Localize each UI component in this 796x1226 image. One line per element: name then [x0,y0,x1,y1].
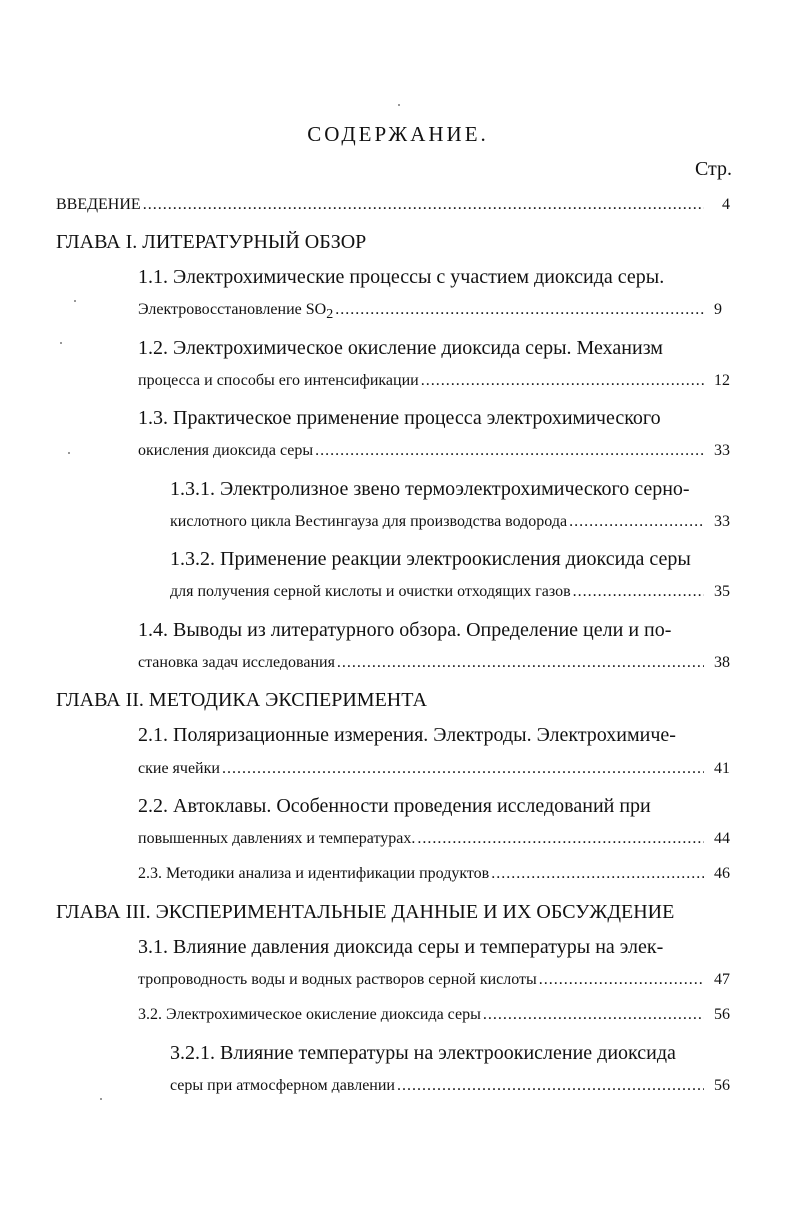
toc-entry-text: серы при атмосферном давлении [170,1077,395,1094]
page-title: СОДЕРЖАНИЕ. [307,122,489,146]
page-number: 9 [714,301,722,318]
toc-entry-1-3-1[interactable] [170,513,730,531]
toc-entry-2-1[interactable] [138,760,730,778]
page-number: 4 [722,196,730,213]
leader-dots [337,654,704,672]
leader-dots [222,760,704,778]
toc-entry-2-1-line1[interactable]: 2.1. Поляризационные измерения. Электроды. Электрохимиче- [138,724,676,746]
page-number: 33 [714,513,730,530]
page-number: 56 [714,1077,730,1094]
page-number: 33 [714,442,730,459]
toc-entry-1-1-line1[interactable]: 1.1. Электрохимические процессы с участием диоксида серы. [138,266,665,288]
page-number: 56 [714,1006,730,1023]
toc-entry-text [138,301,334,322]
chapter-heading-3[interactable]: ГЛАВА III. ЭКСПЕРИМЕНТАЛЬНЫЕ ДАННЫЕ И ИХ ОБСУЖДЕНИЕ [56,901,675,923]
toc-entry-text: кислотного цикла Вестингауза для производства водорода [170,513,568,530]
leader-dots [491,865,704,883]
leader-dots [417,830,704,848]
toc-entry-1-2[interactable] [138,372,730,390]
toc-entry-text: процесса и способы его интенсификации [138,372,419,389]
toc-entry-text-main: Электровосстановление SO [138,301,327,318]
toc-entry-text: 3.2. Электрохимическое окисление диоксида серы [138,1006,481,1023]
leader-dots [335,301,706,319]
toc-entry-text: для получения серной кислоты и очистки отходящих газов [170,583,571,600]
scan-speck [68,452,70,454]
leader-dots [539,971,704,989]
toc-entry-text: 2.3. Методики анализа и идентификации продуктов [138,865,490,882]
page-column-label: Стр. [694,158,732,180]
toc-entry-3-2[interactable] [138,1006,730,1024]
toc-entry-text: становка задач исследования [138,654,335,671]
toc-entry-text: ские ячейки [138,760,220,777]
toc-entry-1-4[interactable] [138,654,730,672]
scan-speck [60,342,62,344]
leader-dots [143,196,704,214]
toc-entry-text: повышенных давлениях и температурах. [138,830,416,847]
page-number: 44 [714,830,730,847]
toc-entry-1-3-1-line1[interactable]: 1.3.1. Электролизное звено термоэлектрохимического серно- [170,478,690,500]
page-number: 47 [714,971,730,988]
toc-entry-1-3[interactable] [138,442,730,460]
page-number: 46 [714,865,730,882]
toc-entry-1-3-2-line1[interactable]: 1.3.2. Применение реакции электроокисления диоксида серы [170,548,691,570]
toc-entry-2-3[interactable] [138,865,730,883]
subscript: 2 [326,307,334,322]
leader-dots [315,442,704,460]
toc-entry-intro[interactable] [56,196,730,214]
toc-entry-2-2[interactable] [138,830,730,848]
page-number: 35 [714,583,730,600]
scan-speck [100,1098,102,1100]
toc-entry-1-3-line1[interactable]: 1.3. Практическое применение процесса электрохимического [138,407,661,429]
leader-dots [483,1006,704,1024]
toc-entry-text: окисления диоксида серы [138,442,314,459]
page-number: 12 [714,372,730,389]
toc-entry-1-4-line1[interactable]: 1.4. Выводы из литературного обзора. Определение цели и по- [138,619,672,641]
toc-entry-3-1-line1[interactable]: 3.1. Влияние давления диоксида серы и температуры на элек- [138,936,664,958]
leader-dots [421,372,704,390]
page-number: 38 [714,654,730,671]
toc-entry-text: ВВЕДЕНИЕ [56,196,141,213]
toc-entry-1-3-2[interactable] [170,583,730,601]
chapter-heading-2[interactable]: ГЛАВА II. МЕТОДИКА ЭКСПЕРИМЕНТА [56,689,427,711]
toc-entry-1-1[interactable] [138,301,722,322]
toc-entry-text: тропроводность воды и водных растворов серной кислоты [138,971,537,988]
leader-dots [397,1077,704,1095]
leader-dots [569,513,704,531]
chapter-heading-1[interactable]: ГЛАВА I. ЛИТЕРАТУРНЫЙ ОБЗОР [56,231,367,253]
page-number: 41 [714,760,730,777]
scan-speck [398,104,400,106]
toc-entry-1-2-line1[interactable]: 1.2. Электрохимическое окисление диоксида серы. Механизм [138,337,663,359]
toc-entry-3-2-1-line1[interactable]: 3.2.1. Влияние температуры на электроокисление диоксида [170,1042,676,1064]
toc-entry-2-2-line1[interactable]: 2.2. Автоклавы. Особенности проведения исследований при [138,795,651,817]
toc-entry-3-1[interactable] [138,971,730,989]
scan-speck [74,300,76,302]
leader-dots [573,583,704,601]
toc-entry-3-2-1[interactable] [170,1077,730,1095]
